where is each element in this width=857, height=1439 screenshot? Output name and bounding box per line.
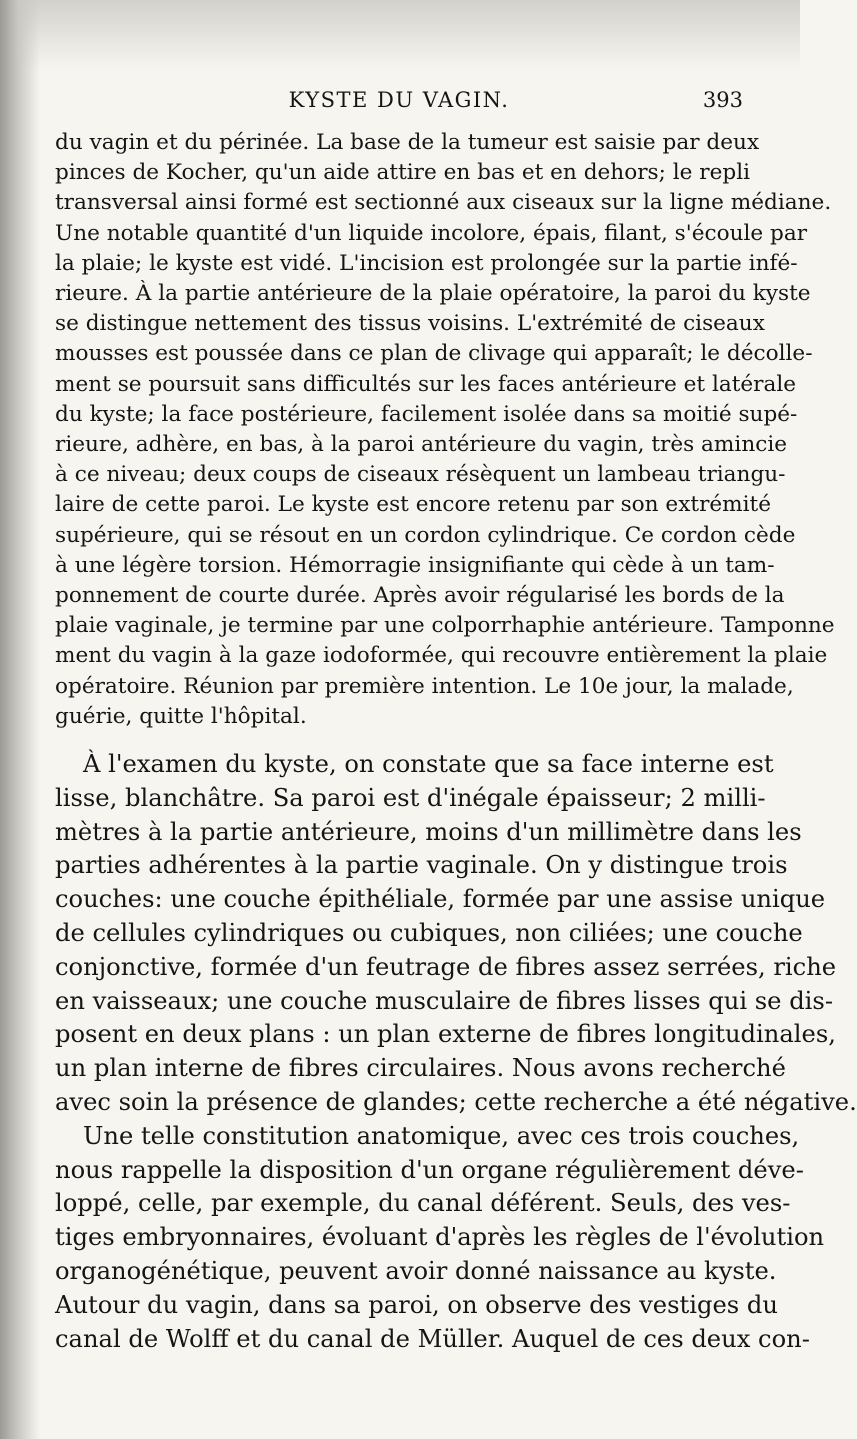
text-line: se distingue nettement des tissus voisins. L'extrémité de ciseaux: [55, 311, 765, 337]
text-line: ment se poursuit sans difficultés sur les faces antérieure et latérale: [55, 371, 797, 397]
text-line: organogénétique, peuvent avoir donné naissance au kyste.: [55, 1256, 777, 1285]
page-header: [55, 86, 743, 122]
text-line: conjonctive, formée d'un feutrage de fibres assez serrées, riche: [55, 952, 837, 981]
text-line: Une telle constitution anatomique, avec ces trois couches,: [83, 1121, 800, 1150]
text-line: du kyste; la face postérieure, facilement isolée dans sa moitié supé-: [55, 401, 798, 427]
text-line: canal de Wolff et du canal de Müller. Auquel de ces deux con-: [55, 1324, 810, 1353]
text-line: plaie vaginale, je termine par une colporrhaphie antérieure. Tamponne: [55, 613, 835, 639]
text-line: de cellules cylindriques ou cubiques, non ciliées; une couche: [55, 918, 803, 947]
text-line: avec soin la présence de glandes; cette recherche a été négative.: [55, 1087, 857, 1116]
text-line: pinces de Kocher, qu'un aide attire en bas et en dehors; le repli: [55, 160, 751, 186]
page-number: 393: [702, 88, 743, 112]
text-line: À l'examen du kyste, on constate que sa face interne est: [83, 750, 774, 778]
text-line: rieure. À la partie antérieure de la plaie opératoire, la paroi du kyste: [55, 281, 811, 307]
text-line: transversal ainsi formé est sectionné aux ciseaux sur la ligne médiane.: [55, 190, 832, 216]
text-line: à ce niveau; deux coups de ciseaux résèquent un lambeau triangu-: [55, 462, 786, 488]
page-binding-shadow: [0, 0, 40, 1439]
paragraph-examination: [55, 748, 857, 1356]
text-line: ponnement de courte durée. Après avoir régularisé les bords de la: [55, 583, 785, 609]
text-line: loppé, celle, par exemple, du canal déférent. Seuls, des ves-: [55, 1189, 791, 1218]
text-line: laire de cette paroi. Le kyste est encore retenu par son extrémité: [55, 492, 772, 518]
text-line: un plan interne de fibres circulaires. Nous avons recherché: [55, 1054, 786, 1083]
text-line: ment du vagin à la gaze iodoformée, qui recouvre entièrement la plaie: [55, 643, 828, 669]
text-line: supérieure, qui se résout en un cordon cylindrique. Ce cordon cède: [55, 522, 796, 548]
text-line: la plaie; le kyste est vidé. L'incision est prolongée sur la partie infé-: [55, 250, 798, 276]
page-top-shadow: [0, 0, 800, 70]
text-line: nous rappelle la disposition d'un organe régulièrement déve-: [55, 1155, 804, 1184]
text-line: posent en deux plans : un plan externe de fibres longitudinales,: [55, 1020, 836, 1049]
text-line: Autour du vagin, dans sa paroi, on observe des vestiges du: [55, 1290, 778, 1319]
text-line: tiges embryonnaires, évoluant d'après les règles de l'évolution: [55, 1223, 825, 1252]
text-line: guérie, quitte l'hôpital.: [55, 703, 307, 729]
text-line: opératoire. Réunion par première intention. Le 10e jour, la malade,: [55, 673, 794, 699]
paragraph-operation: [55, 128, 835, 732]
text-line: du vagin et du périnée. La base de la tumeur est saisie par deux: [55, 130, 760, 155]
text-line: rieure, adhère, en bas, à la paroi antérieure du vagin, très amincie: [55, 432, 788, 458]
running-title: KYSTE DU VAGIN.: [288, 88, 510, 112]
text-line: Une notable quantité d'un liquide incolore, épais, filant, s'écoule par: [55, 220, 808, 246]
text-line: lisse, blanchâtre. Sa paroi est d'inégale épaisseur; 2 milli-: [55, 783, 766, 812]
text-line: mousses est poussée dans ce plan de clivage qui apparaît; le décolle-: [55, 341, 813, 367]
text-line: parties adhérentes à la partie vaginale. On y distingue trois: [55, 851, 788, 880]
text-line: en vaisseaux; une couche musculaire de fibres lisses qui se dis-: [55, 986, 833, 1015]
text-line: couches: une couche épithéliale, formée par une assise unique: [55, 885, 826, 914]
text-line: à une légère torsion. Hémorragie insignifiante qui cède à un tam-: [55, 552, 775, 578]
text-line: mètres à la partie antérieure, moins d'un millimètre dans les: [55, 817, 802, 846]
